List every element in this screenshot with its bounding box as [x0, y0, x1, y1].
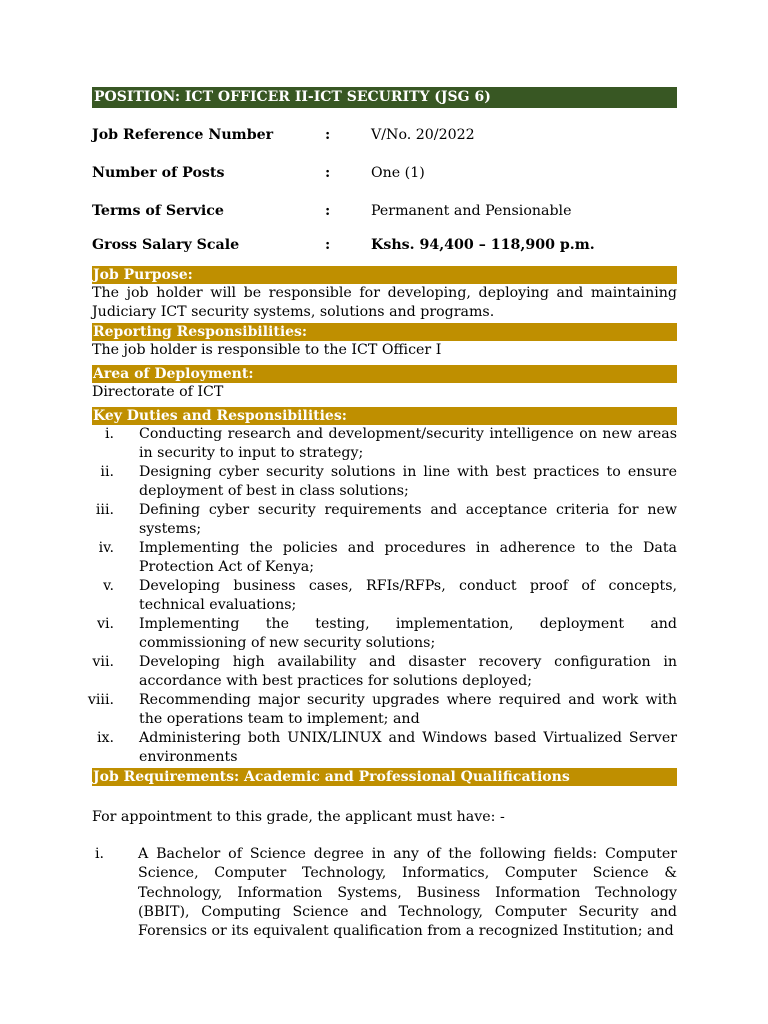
- meta-value: V/No. 20/2022: [371, 127, 475, 143]
- meta-colon: :: [325, 203, 331, 219]
- meta-label: Terms of Service: [92, 203, 224, 219]
- list-item: [92, 501, 677, 539]
- list-item: [92, 653, 677, 691]
- list-item-text: Implementing the policies and procedures in adherence to the Data Protection Act of Kenya;: [139, 540, 677, 575]
- deployment-text: Directorate of ICT: [92, 384, 224, 400]
- list-item-number: vi.: [96, 616, 114, 632]
- list-item-text: Conducting research and development/security intelligence on new areas in security to input to strategy;: [139, 426, 677, 461]
- meta-row-terms: [92, 192, 677, 230]
- meta-value: Kshs. 94,400 – 118,900 p.m.: [371, 237, 595, 253]
- reporting-text: The job holder is responsible to the ICT Officer I: [92, 342, 442, 358]
- meta-value: Permanent and Pensionable: [371, 203, 572, 219]
- list-item-text: A Bachelor of Science degree in any of the following fields: Computer Science, Computer Technology, Informatics, Computer Science & Technology, Information Systems, Business Information Technology (BBIT), Computing Science and Technology, Computer Security and Forensics or its equivalent qualification from a recognized Institution; and: [138, 846, 677, 940]
- duties-list: [87, 425, 677, 767]
- list-item: [92, 729, 677, 767]
- section-heading-requirements: Job Requirements: Academic and Professional Qualifications: [92, 768, 677, 786]
- meta-label: Number of Posts: [92, 165, 225, 181]
- list-item-text: Defining cyber security requirements and acceptance criteria for new systems;: [139, 502, 677, 537]
- list-item: [87, 691, 677, 729]
- job-advert-document: [87, 87, 677, 941]
- meta-value: One (1): [371, 165, 425, 181]
- list-item-text: Developing high availability and disaster recovery configuration in accordance with best practices for solutions deployed;: [139, 654, 677, 689]
- list-item: [92, 539, 677, 577]
- list-item-number: v.: [103, 578, 114, 594]
- requirements-intro: For appointment to this grade, the applicant must have: -: [92, 809, 505, 825]
- meta-label: Gross Salary Scale: [92, 237, 240, 253]
- job-meta-table: [92, 116, 677, 260]
- section-heading-deployment: Area of Deployment:: [92, 365, 677, 383]
- meta-colon: :: [325, 237, 331, 253]
- section-heading-job-purpose: Job Purpose:: [92, 266, 677, 284]
- meta-label: Job Reference Number: [92, 127, 274, 143]
- list-item-text: Designing cyber security solutions in line with best practices to ensure deployment of best in class solutions;: [139, 464, 677, 499]
- list-item: [92, 615, 677, 653]
- list-item-number: i.: [95, 846, 105, 862]
- list-item-number: iv.: [98, 540, 114, 556]
- list-item: [92, 577, 677, 615]
- section-heading-reporting: Reporting Responsibilities:: [92, 323, 677, 341]
- list-item-number: i.: [104, 426, 114, 442]
- list-item-number: iii.: [95, 502, 114, 518]
- list-item-text: Administering both UNIX/LINUX and Windows based Virtualized Server environments: [139, 730, 677, 765]
- position-title: POSITION: ICT OFFICER II-ICT SECURITY (JSG 6): [92, 87, 677, 108]
- list-item-text: Implementing the testing, implementation, deployment and commissioning of new security solutions;: [139, 616, 677, 651]
- meta-row-salary: [92, 230, 677, 260]
- list-item-number: ix.: [96, 730, 114, 746]
- list-item-number: ii.: [100, 464, 114, 480]
- requirements-list: [92, 845, 677, 941]
- list-item: [92, 845, 677, 941]
- meta-row-reference: [92, 116, 677, 154]
- list-item-text: Recommending major security upgrades where required and work with the operations team to implement; and: [139, 692, 677, 727]
- meta-row-posts: [92, 154, 677, 192]
- list-item: [92, 463, 677, 501]
- meta-colon: :: [325, 165, 331, 181]
- list-item-number: vii.: [92, 654, 114, 670]
- section-heading-duties: Key Duties and Responsibilities:: [92, 407, 677, 425]
- list-item: [92, 425, 677, 463]
- list-item-number: viii.: [87, 692, 114, 708]
- list-item-text: Developing business cases, RFIs/RFPs, conduct proof of concepts, technical evaluations;: [139, 578, 677, 613]
- job-purpose-text: The job holder will be responsible for developing, deploying and maintaining Judiciary ICT security systems, solutions and programs.: [92, 285, 677, 320]
- meta-colon: :: [325, 127, 331, 143]
